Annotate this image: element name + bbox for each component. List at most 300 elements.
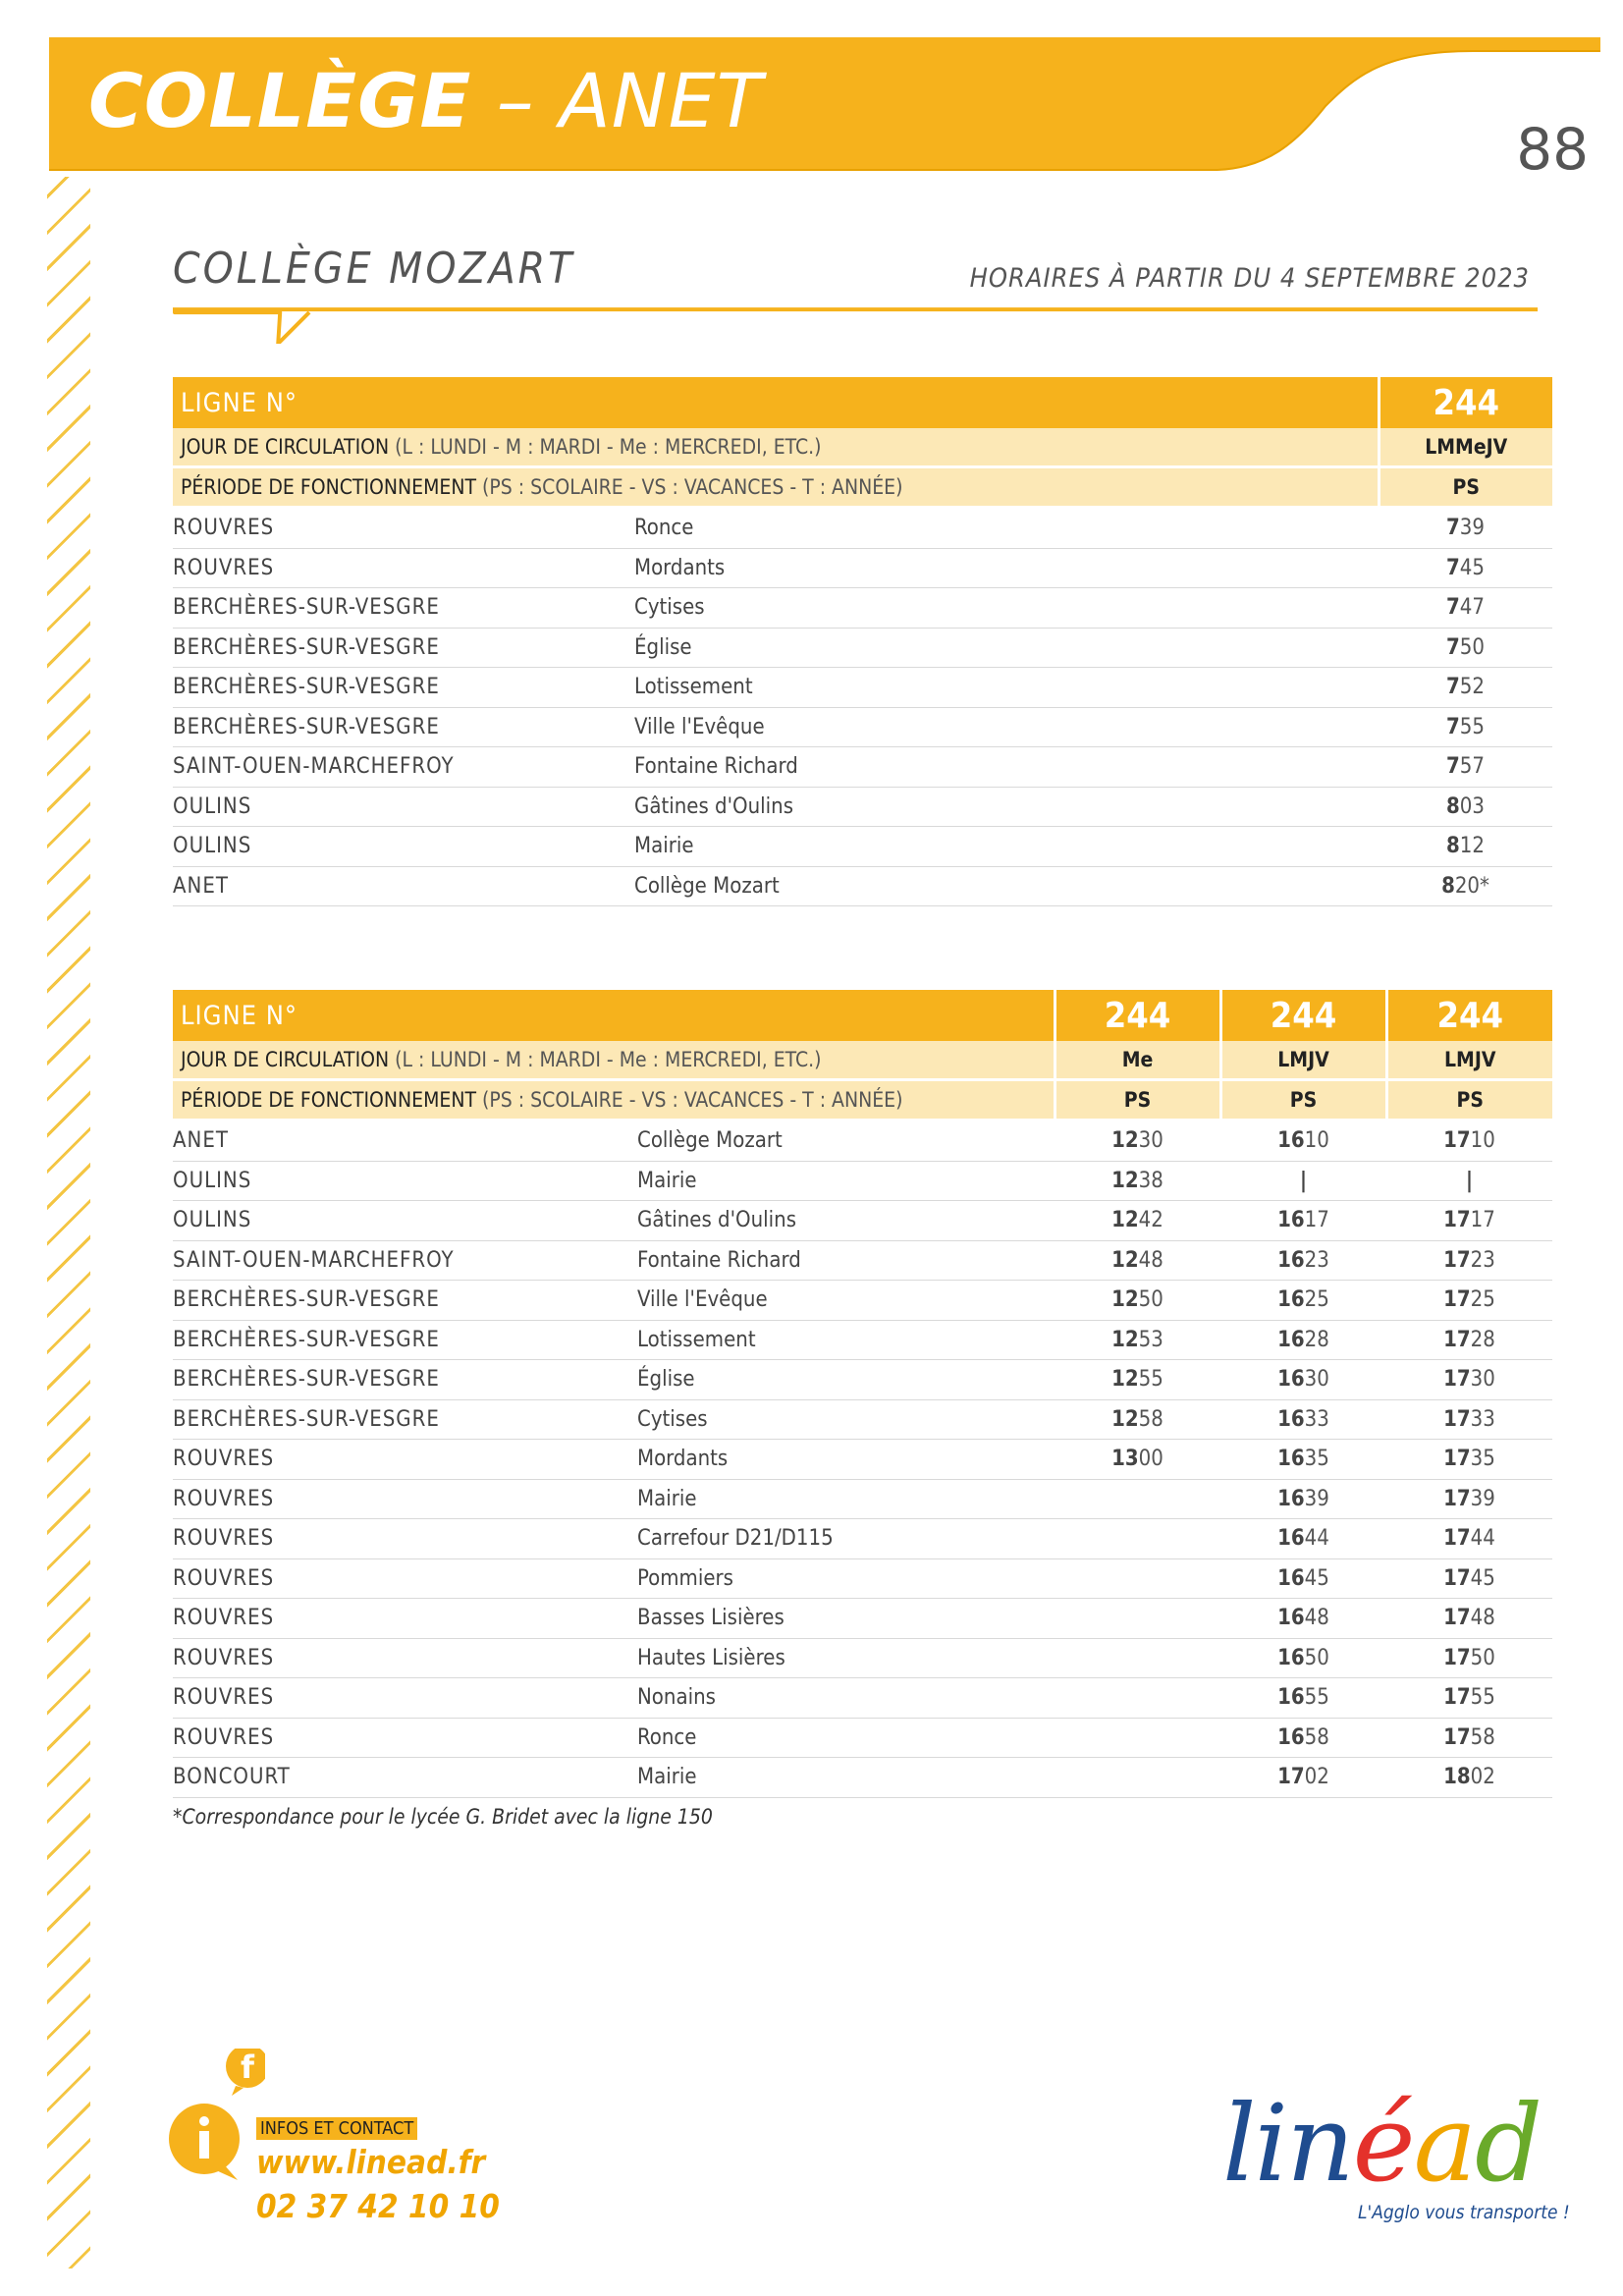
days-label-cell bbox=[173, 428, 1379, 467]
title-separator: – bbox=[471, 57, 560, 144]
timetable-row bbox=[173, 508, 1552, 549]
stop-cell: Église bbox=[634, 628, 1379, 668]
logo-letter: l bbox=[1222, 2083, 1255, 2206]
time-hour: 17 bbox=[1443, 1486, 1471, 1511]
time-minutes: 35 bbox=[1470, 1447, 1495, 1472]
time-minutes: 45 bbox=[1459, 555, 1485, 580]
time-cell bbox=[1220, 1240, 1386, 1281]
time-minutes: 44 bbox=[1470, 1526, 1495, 1552]
time-cell bbox=[1386, 1320, 1552, 1360]
stop-cell: Fontaine Richard bbox=[634, 747, 1379, 788]
time-hour: | bbox=[1299, 1168, 1308, 1193]
title-main: COLLÈGE bbox=[88, 57, 472, 144]
period-value: PS bbox=[1055, 1080, 1220, 1121]
website-link[interactable]: www.linead.fr bbox=[256, 2143, 486, 2181]
time-hour: 18 bbox=[1443, 1765, 1471, 1790]
time-hour: 17 bbox=[1443, 1606, 1471, 1631]
period-value: PS bbox=[1220, 1080, 1386, 1121]
time-minutes: 30 bbox=[1138, 1128, 1163, 1154]
days-row bbox=[173, 1041, 1552, 1080]
timetable-row bbox=[173, 548, 1552, 588]
period-value: PS bbox=[1386, 1080, 1552, 1121]
timetable-row bbox=[173, 1240, 1552, 1281]
time-hour: 17 bbox=[1443, 1447, 1471, 1472]
time-cell bbox=[1055, 1201, 1220, 1241]
time-cell bbox=[1220, 1519, 1386, 1559]
stop-cell: Gâtines d'Oulins bbox=[637, 1201, 1055, 1241]
time-minutes: 17 bbox=[1304, 1208, 1329, 1233]
title-location: ANET bbox=[559, 57, 764, 144]
time-cell bbox=[1220, 1718, 1386, 1758]
time-hour: 17 bbox=[1443, 1327, 1471, 1352]
section-date: HORAIRES À PARTIR DU 4 SEPTEMBRE 2023 bbox=[969, 263, 1530, 294]
time-cell bbox=[1220, 1678, 1386, 1719]
time-cell bbox=[1055, 1399, 1220, 1440]
time-hour: 16 bbox=[1277, 1287, 1305, 1313]
time-minutes: 00 bbox=[1138, 1447, 1163, 1472]
stop-cell: Gâtines d'Oulins bbox=[634, 787, 1379, 827]
line-header-row bbox=[173, 990, 1552, 1041]
time-cell bbox=[1379, 827, 1552, 867]
time-cell bbox=[1379, 787, 1552, 827]
town-cell: ROUVRES bbox=[173, 1558, 637, 1599]
town-cell: ROUVRES bbox=[173, 1479, 637, 1519]
time-minutes: 23 bbox=[1470, 1247, 1495, 1273]
time-minutes: 55 bbox=[1459, 714, 1485, 739]
time-minutes: 02 bbox=[1470, 1765, 1495, 1790]
time-hour: 16 bbox=[1277, 1724, 1305, 1750]
time-cell bbox=[1220, 1479, 1386, 1519]
period-label-cell bbox=[173, 1080, 1055, 1121]
time-hour: 16 bbox=[1277, 1247, 1305, 1273]
time-cell bbox=[1386, 1360, 1552, 1400]
decorative-stripes bbox=[47, 177, 90, 2269]
time-hour: 12 bbox=[1111, 1327, 1139, 1352]
town-cell: ROUVRES bbox=[173, 1718, 637, 1758]
town-cell: ROUVRES bbox=[173, 548, 634, 588]
time-minutes: 25 bbox=[1304, 1287, 1329, 1313]
stop-cell: Lotissement bbox=[637, 1320, 1055, 1360]
time-hour: 16 bbox=[1277, 1486, 1305, 1511]
timetable-row bbox=[173, 588, 1552, 629]
time-minutes: 25 bbox=[1470, 1287, 1495, 1313]
stop-cell: Hautes Lisières bbox=[637, 1638, 1055, 1678]
stop-cell: Collège Mozart bbox=[637, 1121, 1055, 1162]
timetable-outbound bbox=[173, 377, 1552, 906]
time-minutes: 30 bbox=[1470, 1367, 1495, 1393]
time-cell bbox=[1379, 707, 1552, 747]
days-value: LMJV bbox=[1220, 1041, 1386, 1080]
time-minutes: 38 bbox=[1138, 1168, 1163, 1193]
stop-cell: Ville l'Evêque bbox=[634, 707, 1379, 747]
town-cell: BERCHÈRES-SUR-VESGRE bbox=[173, 1399, 637, 1440]
time-hour: 12 bbox=[1111, 1287, 1139, 1313]
town-cell: BERCHÈRES-SUR-VESGRE bbox=[173, 1320, 637, 1360]
time-cell bbox=[1055, 1360, 1220, 1400]
stop-cell: Ville l'Evêque bbox=[637, 1281, 1055, 1321]
period-legend: (PS : SCOLAIRE - VS : VACANCES - T : ANNÉE) bbox=[482, 475, 903, 499]
stop-cell: Mordants bbox=[634, 548, 1379, 588]
time-hour: 12 bbox=[1111, 1128, 1139, 1154]
time-cell bbox=[1220, 1399, 1386, 1440]
time-cell bbox=[1379, 508, 1552, 549]
time-minutes: 52 bbox=[1459, 675, 1485, 700]
time-hour: 17 bbox=[1443, 1645, 1471, 1670]
time-hour: 13 bbox=[1111, 1447, 1139, 1472]
period-label-cell bbox=[173, 467, 1379, 508]
period-row bbox=[173, 467, 1552, 508]
time-cell bbox=[1220, 1440, 1386, 1480]
time-hour: 17 bbox=[1443, 1128, 1471, 1154]
time-cell bbox=[1379, 548, 1552, 588]
time-hour: 16 bbox=[1277, 1565, 1305, 1591]
time-hour: 17 bbox=[1443, 1247, 1471, 1273]
timetable-row bbox=[173, 747, 1552, 788]
town-cell: OULINS bbox=[173, 787, 634, 827]
time-cell bbox=[1220, 1320, 1386, 1360]
town-cell: SAINT-OUEN-MARCHEFROY bbox=[173, 747, 634, 788]
timetable-row bbox=[173, 1201, 1552, 1241]
town-cell: OULINS bbox=[173, 1201, 637, 1241]
time-minutes: 28 bbox=[1304, 1327, 1329, 1352]
time-cell bbox=[1055, 1638, 1220, 1678]
time-hour: 16 bbox=[1277, 1327, 1305, 1352]
time-cell bbox=[1055, 1479, 1220, 1519]
stop-cell: Mairie bbox=[637, 1479, 1055, 1519]
time-hour: 16 bbox=[1277, 1406, 1305, 1432]
days-value: Me bbox=[1055, 1041, 1220, 1080]
logo-tagline: L'Agglo vous transporte ! bbox=[1358, 2202, 1570, 2223]
time-cell bbox=[1386, 1161, 1552, 1201]
line-number: 244 bbox=[1379, 377, 1552, 428]
stop-cell: Mairie bbox=[634, 827, 1379, 867]
time-minutes: 35 bbox=[1304, 1447, 1329, 1472]
town-cell: ROUVRES bbox=[173, 1519, 637, 1559]
time-cell bbox=[1386, 1638, 1552, 1678]
time-cell bbox=[1379, 588, 1552, 629]
timetable-row bbox=[173, 1281, 1552, 1321]
time-cell bbox=[1379, 668, 1552, 708]
timetable-row bbox=[173, 866, 1552, 906]
time-hour: 17 bbox=[1443, 1685, 1471, 1711]
timetable-row bbox=[173, 1558, 1552, 1599]
timetable-row bbox=[173, 827, 1552, 867]
town-cell: BERCHÈRES-SUR-VESGRE bbox=[173, 1281, 637, 1321]
town-cell: ROUVRES bbox=[173, 1678, 637, 1719]
timetable-row bbox=[173, 1399, 1552, 1440]
time-cell bbox=[1055, 1240, 1220, 1281]
time-cell bbox=[1055, 1678, 1220, 1719]
time-cell bbox=[1220, 1558, 1386, 1599]
period-label: PÉRIODE DE FONCTIONNEMENT bbox=[181, 475, 476, 499]
logo-letter: i bbox=[1254, 2083, 1287, 2206]
time-hour: 12 bbox=[1111, 1247, 1139, 1273]
time-hour: 17 bbox=[1443, 1565, 1471, 1591]
time-minutes: 58 bbox=[1138, 1406, 1163, 1432]
stop-cell: Cytises bbox=[637, 1399, 1055, 1440]
time-hour: 16 bbox=[1277, 1606, 1305, 1631]
stop-cell: Basses Lisières bbox=[637, 1599, 1055, 1639]
time-cell bbox=[1220, 1161, 1386, 1201]
town-cell: SAINT-OUEN-MARCHEFROY bbox=[173, 1240, 637, 1281]
timetable-row bbox=[173, 1440, 1552, 1480]
stop-cell: Pommiers bbox=[637, 1558, 1055, 1599]
time-minutes: 48 bbox=[1304, 1606, 1329, 1631]
title-underline bbox=[173, 304, 1547, 344]
time-minutes: 02 bbox=[1304, 1765, 1329, 1790]
town-cell: BERCHÈRES-SUR-VESGRE bbox=[173, 707, 634, 747]
town-cell: BONCOURT bbox=[173, 1758, 637, 1798]
period-label: PÉRIODE DE FONCTIONNEMENT bbox=[181, 1088, 476, 1112]
time-minutes: 58 bbox=[1304, 1724, 1329, 1750]
time-hour: 16 bbox=[1277, 1645, 1305, 1670]
time-minutes: 47 bbox=[1459, 595, 1485, 621]
contact-label: INFOS ET CONTACT bbox=[256, 2117, 417, 2140]
time-cell bbox=[1379, 866, 1552, 906]
time-minutes: 30 bbox=[1304, 1367, 1329, 1393]
time-minutes: 20* bbox=[1454, 873, 1489, 899]
time-cell bbox=[1386, 1399, 1552, 1440]
time-cell bbox=[1386, 1558, 1552, 1599]
timetable-row bbox=[173, 707, 1552, 747]
line-header-row bbox=[173, 377, 1552, 428]
time-minutes: 48 bbox=[1470, 1606, 1495, 1631]
time-hour: 7 bbox=[1446, 555, 1460, 580]
time-cell bbox=[1220, 1758, 1386, 1798]
timetable-row bbox=[173, 668, 1552, 708]
time-cell bbox=[1055, 1320, 1220, 1360]
days-value: LMMeJV bbox=[1379, 428, 1552, 467]
time-minutes: 33 bbox=[1470, 1406, 1495, 1432]
time-minutes: 55 bbox=[1138, 1367, 1163, 1393]
stop-cell: Collège Mozart bbox=[634, 866, 1379, 906]
time-cell bbox=[1220, 1201, 1386, 1241]
time-cell bbox=[1055, 1281, 1220, 1321]
phone-number[interactable]: 02 37 42 10 10 bbox=[256, 2187, 500, 2225]
time-hour: 7 bbox=[1446, 675, 1460, 700]
time-hour: 17 bbox=[1443, 1406, 1471, 1432]
svg-text:f: f bbox=[241, 2049, 254, 2086]
town-cell: BERCHÈRES-SUR-VESGRE bbox=[173, 588, 634, 629]
days-label-cell bbox=[173, 1041, 1055, 1080]
time-hour: 8 bbox=[1441, 873, 1455, 899]
timetable-row bbox=[173, 1599, 1552, 1639]
time-cell bbox=[1055, 1161, 1220, 1201]
time-hour: 17 bbox=[1277, 1765, 1305, 1790]
time-hour: 8 bbox=[1446, 793, 1460, 819]
time-cell bbox=[1386, 1201, 1552, 1241]
line-label: LIGNE N° bbox=[173, 990, 1055, 1041]
time-hour: 7 bbox=[1446, 634, 1460, 660]
line-label: LIGNE N° bbox=[173, 377, 1379, 428]
time-cell bbox=[1055, 1599, 1220, 1639]
town-cell: ROUVRES bbox=[173, 1599, 637, 1639]
line-number: 244 bbox=[1220, 990, 1386, 1041]
town-cell: ROUVRES bbox=[173, 508, 634, 549]
time-hour: 17 bbox=[1443, 1724, 1471, 1750]
time-cell bbox=[1379, 747, 1552, 788]
timetable-return bbox=[173, 990, 1552, 1798]
time-minutes: 50 bbox=[1138, 1287, 1163, 1313]
days-legend: (L : LUNDI - M : MARDI - Me : MERCREDI, ETC.) bbox=[395, 1048, 822, 1071]
time-cell bbox=[1055, 1121, 1220, 1162]
time-cell bbox=[1386, 1240, 1552, 1281]
time-cell bbox=[1386, 1758, 1552, 1798]
time-minutes: 39 bbox=[1304, 1486, 1329, 1511]
time-minutes: 17 bbox=[1470, 1208, 1495, 1233]
town-cell: OULINS bbox=[173, 1161, 637, 1201]
time-hour: 17 bbox=[1443, 1287, 1471, 1313]
line-number: 244 bbox=[1055, 990, 1220, 1041]
time-cell bbox=[1386, 1479, 1552, 1519]
time-minutes: 53 bbox=[1138, 1327, 1163, 1352]
time-minutes: 23 bbox=[1304, 1247, 1329, 1273]
facebook-icon[interactable] bbox=[224, 2049, 271, 2088]
section-title: COLLÈGE MOZART bbox=[173, 244, 575, 294]
linead-logo bbox=[1222, 2083, 1570, 2239]
timetable-row bbox=[173, 1638, 1552, 1678]
time-minutes: 42 bbox=[1138, 1208, 1163, 1233]
time-hour: 16 bbox=[1277, 1685, 1305, 1711]
time-hour: 16 bbox=[1277, 1128, 1305, 1154]
logo-letter: é bbox=[1352, 2083, 1414, 2206]
time-hour: 8 bbox=[1446, 834, 1460, 859]
time-minutes: 50 bbox=[1470, 1645, 1495, 1670]
time-cell bbox=[1220, 1360, 1386, 1400]
time-minutes: 48 bbox=[1138, 1247, 1163, 1273]
footnote: *Correspondance pour le lycée G. Bridet avec la ligne 150 bbox=[173, 1805, 713, 1829]
time-minutes: 45 bbox=[1304, 1565, 1329, 1591]
time-cell bbox=[1220, 1121, 1386, 1162]
stop-cell: Lotissement bbox=[634, 668, 1379, 708]
time-cell bbox=[1386, 1718, 1552, 1758]
time-minutes: 45 bbox=[1470, 1565, 1495, 1591]
time-hour: | bbox=[1465, 1168, 1474, 1193]
time-cell bbox=[1386, 1121, 1552, 1162]
stop-cell: Cytises bbox=[634, 588, 1379, 629]
time-minutes: 44 bbox=[1304, 1526, 1329, 1552]
time-cell bbox=[1055, 1718, 1220, 1758]
logo-wordmark bbox=[1222, 2083, 1542, 2206]
page-title bbox=[88, 57, 763, 144]
stop-cell: Mairie bbox=[637, 1758, 1055, 1798]
logo-letter: a bbox=[1413, 2083, 1475, 2206]
stop-cell: Mordants bbox=[637, 1440, 1055, 1480]
time-cell bbox=[1055, 1519, 1220, 1559]
days-row bbox=[173, 428, 1552, 467]
time-cell bbox=[1386, 1599, 1552, 1639]
time-hour: 16 bbox=[1277, 1526, 1305, 1552]
time-hour: 17 bbox=[1443, 1367, 1471, 1393]
town-cell: OULINS bbox=[173, 827, 634, 867]
time-hour: 16 bbox=[1277, 1447, 1305, 1472]
time-hour: 12 bbox=[1111, 1208, 1139, 1233]
contact-block bbox=[167, 2049, 501, 2225]
time-cell bbox=[1055, 1758, 1220, 1798]
stop-cell: Carrefour D21/D115 bbox=[637, 1519, 1055, 1559]
time-minutes: 33 bbox=[1304, 1406, 1329, 1432]
time-minutes: 39 bbox=[1459, 516, 1485, 541]
timetable-row bbox=[173, 1320, 1552, 1360]
time-minutes: 39 bbox=[1470, 1486, 1495, 1511]
timetable-row bbox=[173, 1121, 1552, 1162]
time-cell bbox=[1220, 1281, 1386, 1321]
stop-cell: Mairie bbox=[637, 1161, 1055, 1201]
time-minutes: 55 bbox=[1470, 1685, 1495, 1711]
time-minutes: 58 bbox=[1470, 1724, 1495, 1750]
time-cell bbox=[1386, 1519, 1552, 1559]
time-cell bbox=[1386, 1440, 1552, 1480]
period-legend: (PS : SCOLAIRE - VS : VACANCES - T : ANNÉE) bbox=[482, 1088, 903, 1112]
time-minutes: 50 bbox=[1304, 1645, 1329, 1670]
time-cell bbox=[1220, 1638, 1386, 1678]
time-minutes: 10 bbox=[1304, 1128, 1329, 1154]
stop-cell: Nonains bbox=[637, 1678, 1055, 1719]
days-value: LMJV bbox=[1386, 1041, 1552, 1080]
time-hour: 7 bbox=[1446, 595, 1460, 621]
stop-cell: Église bbox=[637, 1360, 1055, 1400]
timetable-row bbox=[173, 1758, 1552, 1798]
line-number: 244 bbox=[1386, 990, 1552, 1041]
logo-letter: d bbox=[1474, 2083, 1542, 2206]
stop-cell: Ronce bbox=[637, 1718, 1055, 1758]
timetable-row bbox=[173, 787, 1552, 827]
town-cell: ANET bbox=[173, 866, 634, 906]
time-cell bbox=[1055, 1440, 1220, 1480]
timetable-row bbox=[173, 1718, 1552, 1758]
period-row bbox=[173, 1080, 1552, 1121]
time-hour: 7 bbox=[1446, 516, 1460, 541]
town-cell: ANET bbox=[173, 1121, 637, 1162]
timetable-row bbox=[173, 1360, 1552, 1400]
time-hour: 12 bbox=[1111, 1168, 1139, 1193]
time-cell bbox=[1386, 1678, 1552, 1719]
timetable-row bbox=[173, 628, 1552, 668]
time-hour: 16 bbox=[1277, 1208, 1305, 1233]
time-minutes: 10 bbox=[1470, 1128, 1495, 1154]
time-minutes: 50 bbox=[1459, 634, 1485, 660]
time-hour: 12 bbox=[1111, 1406, 1139, 1432]
time-hour: 17 bbox=[1443, 1208, 1471, 1233]
stop-cell: Fontaine Richard bbox=[637, 1240, 1055, 1281]
timetable-row bbox=[173, 1479, 1552, 1519]
time-cell bbox=[1220, 1599, 1386, 1639]
timetable-row bbox=[173, 1519, 1552, 1559]
timetable-row bbox=[173, 1678, 1552, 1719]
logo-letter: n bbox=[1286, 2083, 1353, 2206]
time-minutes: 55 bbox=[1304, 1685, 1329, 1711]
page-number: 88 bbox=[1516, 116, 1589, 183]
time-minutes: 28 bbox=[1470, 1327, 1495, 1352]
period-value: PS bbox=[1379, 467, 1552, 508]
stop-cell: Ronce bbox=[634, 508, 1379, 549]
time-hour: 12 bbox=[1111, 1367, 1139, 1393]
town-cell: BERCHÈRES-SUR-VESGRE bbox=[173, 628, 634, 668]
time-hour: 16 bbox=[1277, 1367, 1305, 1393]
time-cell bbox=[1379, 628, 1552, 668]
time-minutes: 03 bbox=[1459, 793, 1485, 819]
timetable-row bbox=[173, 1161, 1552, 1201]
days-legend: (L : LUNDI - M : MARDI - Me : MERCREDI, ETC.) bbox=[395, 435, 822, 459]
time-cell bbox=[1386, 1281, 1552, 1321]
time-cell bbox=[1055, 1558, 1220, 1599]
page-banner bbox=[49, 37, 1600, 175]
time-hour: 7 bbox=[1446, 714, 1460, 739]
town-cell: BERCHÈRES-SUR-VESGRE bbox=[173, 1360, 637, 1400]
time-minutes: 12 bbox=[1459, 834, 1485, 859]
time-hour: 17 bbox=[1443, 1526, 1471, 1552]
days-label: JOUR DE CIRCULATION bbox=[181, 1048, 390, 1071]
